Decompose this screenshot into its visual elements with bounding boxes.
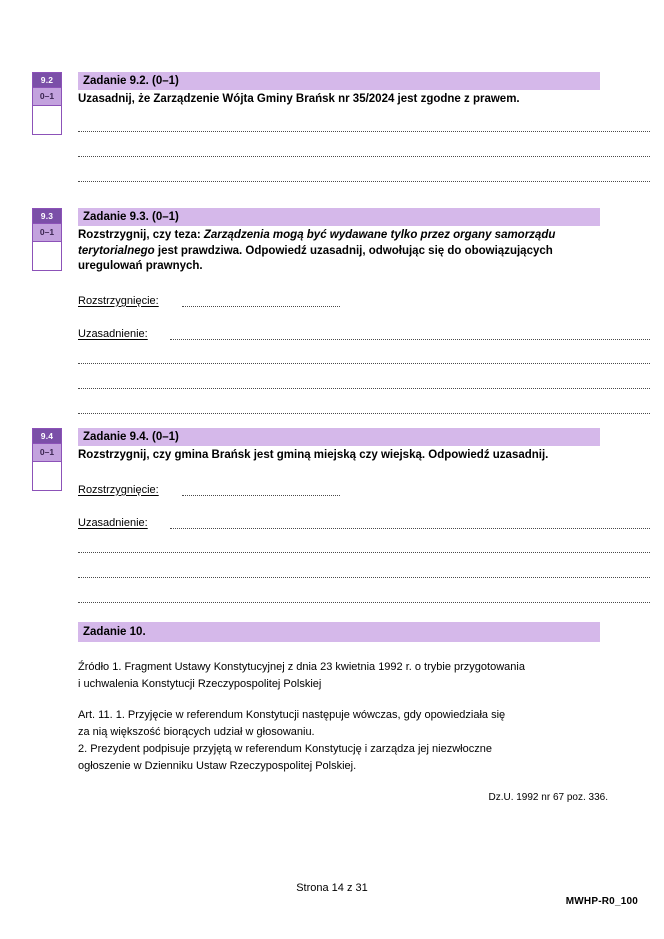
answer-line[interactable] xyxy=(78,351,650,376)
decision-label: Rozstrzygnięcie: xyxy=(78,483,159,496)
dotted-rule xyxy=(78,181,650,182)
dotted-rule xyxy=(78,413,650,414)
score-box-entry[interactable] xyxy=(33,462,61,490)
exam-code-footer: MWHP-R0_100 xyxy=(565,896,638,907)
justification-label: Uzasadnienie: xyxy=(78,327,148,340)
justification-row[interactable] xyxy=(78,513,650,540)
task-9-4 xyxy=(0,428,664,615)
task-10 xyxy=(78,622,618,803)
answer-line[interactable] xyxy=(78,565,650,590)
task-prompt: Uzasadnij, że Zarządzenie Wójta Gminy Brańsk nr 35/2024 jest zgodne z prawem. xyxy=(78,93,520,105)
dotted-rule xyxy=(78,388,650,389)
task-9-2 xyxy=(0,72,664,194)
score-box-range: 0–1 xyxy=(33,444,61,462)
answer-line[interactable] xyxy=(78,401,650,426)
score-box-number: 9.4 xyxy=(33,429,61,444)
dotted-rule xyxy=(78,131,650,132)
dotted-rule xyxy=(170,528,650,529)
justification-label: Uzasadnienie: xyxy=(78,516,148,529)
dotted-rule xyxy=(78,552,650,553)
source-body-line: Art. 11. 1. Przyjęcie w referendum Konstytucji następuje wówczas, gdy opowiedziała się xyxy=(78,709,506,721)
source-body-line: 2. Prezydent podpisuje przyjętą w referendum Konstytucję i zarządza jej niezwłoczne xyxy=(78,743,492,755)
source-heading-line: i uchwalenia Konstytucji Rzeczypospolitej Polskiej xyxy=(78,678,322,690)
dotted-rule xyxy=(78,156,650,157)
spacer xyxy=(78,464,650,480)
justification-row[interactable] xyxy=(78,324,650,351)
decision-row[interactable] xyxy=(78,480,650,507)
task-banner: Zadanie 10. xyxy=(78,622,600,642)
spacer xyxy=(78,275,650,291)
score-box-entry[interactable] xyxy=(33,242,61,270)
source-heading xyxy=(78,659,608,693)
dotted-rule xyxy=(182,306,340,307)
page-number-footer: Strona 14 z 31 xyxy=(296,882,368,894)
source-body-line: ogłoszenie w Dzienniku Ustaw Rzeczypospolitej Polskiej. xyxy=(78,760,357,772)
score-box-number: 9.3 xyxy=(33,209,61,224)
score-box-entry[interactable] xyxy=(33,106,61,134)
score-box-9-2 xyxy=(32,72,62,135)
source-heading-line: Źródło 1. Fragment Ustawy Konstytucyjnej z dnia 23 kwietnia 1992 r. o trybie przygotowania xyxy=(78,661,525,673)
source-body xyxy=(78,707,608,775)
task-prompt: Rozstrzygnij, czy gmina Brańsk jest gminą miejską czy wiejską. Odpowiedź uzasadnij. xyxy=(78,449,549,461)
spacer xyxy=(78,775,618,792)
score-box-9-3 xyxy=(32,208,62,271)
dotted-rule xyxy=(78,577,650,578)
dotted-rule xyxy=(78,363,650,364)
spacer xyxy=(78,108,650,119)
dotted-rule xyxy=(182,495,340,496)
dotted-rule xyxy=(78,602,650,603)
spacer xyxy=(78,693,618,707)
score-box-9-4 xyxy=(32,428,62,491)
answer-line[interactable] xyxy=(78,144,650,169)
source-citation: Dz.U. 1992 nr 67 poz. 336. xyxy=(488,792,608,803)
task-content xyxy=(78,428,650,615)
task-banner: Zadanie 9.4. (0–1) xyxy=(78,428,600,446)
task-content xyxy=(78,72,650,194)
task-9-3 xyxy=(0,208,664,426)
answer-line[interactable] xyxy=(78,590,650,615)
score-box-number: 9.2 xyxy=(33,73,61,88)
task-banner: Zadanie 9.2. (0–1) xyxy=(78,72,600,90)
score-box-range: 0–1 xyxy=(33,88,61,106)
answer-line[interactable] xyxy=(78,540,650,565)
source-body-line: za nią większość biorących udział w głosowaniu. xyxy=(78,726,315,738)
task-banner: Zadanie 9.3. (0–1) xyxy=(78,208,600,226)
decision-row[interactable] xyxy=(78,291,650,318)
dotted-rule xyxy=(170,339,650,340)
score-box-range: 0–1 xyxy=(33,224,61,242)
task-prompt: Rozstrzygnij, czy teza: Zarządzenia mogą być wydawane tylko przez organy samorządu terytorialnego jest prawdziwa. Odpowiedź uzasadnij, odwołując się do obowiązujących uregulowań prawnych. xyxy=(78,229,556,272)
answer-line[interactable] xyxy=(78,376,650,401)
decision-label: Rozstrzygnięcie: xyxy=(78,294,159,307)
task-content xyxy=(78,208,650,426)
answer-line[interactable] xyxy=(78,169,650,194)
answer-line[interactable] xyxy=(78,119,650,144)
spacer xyxy=(78,642,618,659)
